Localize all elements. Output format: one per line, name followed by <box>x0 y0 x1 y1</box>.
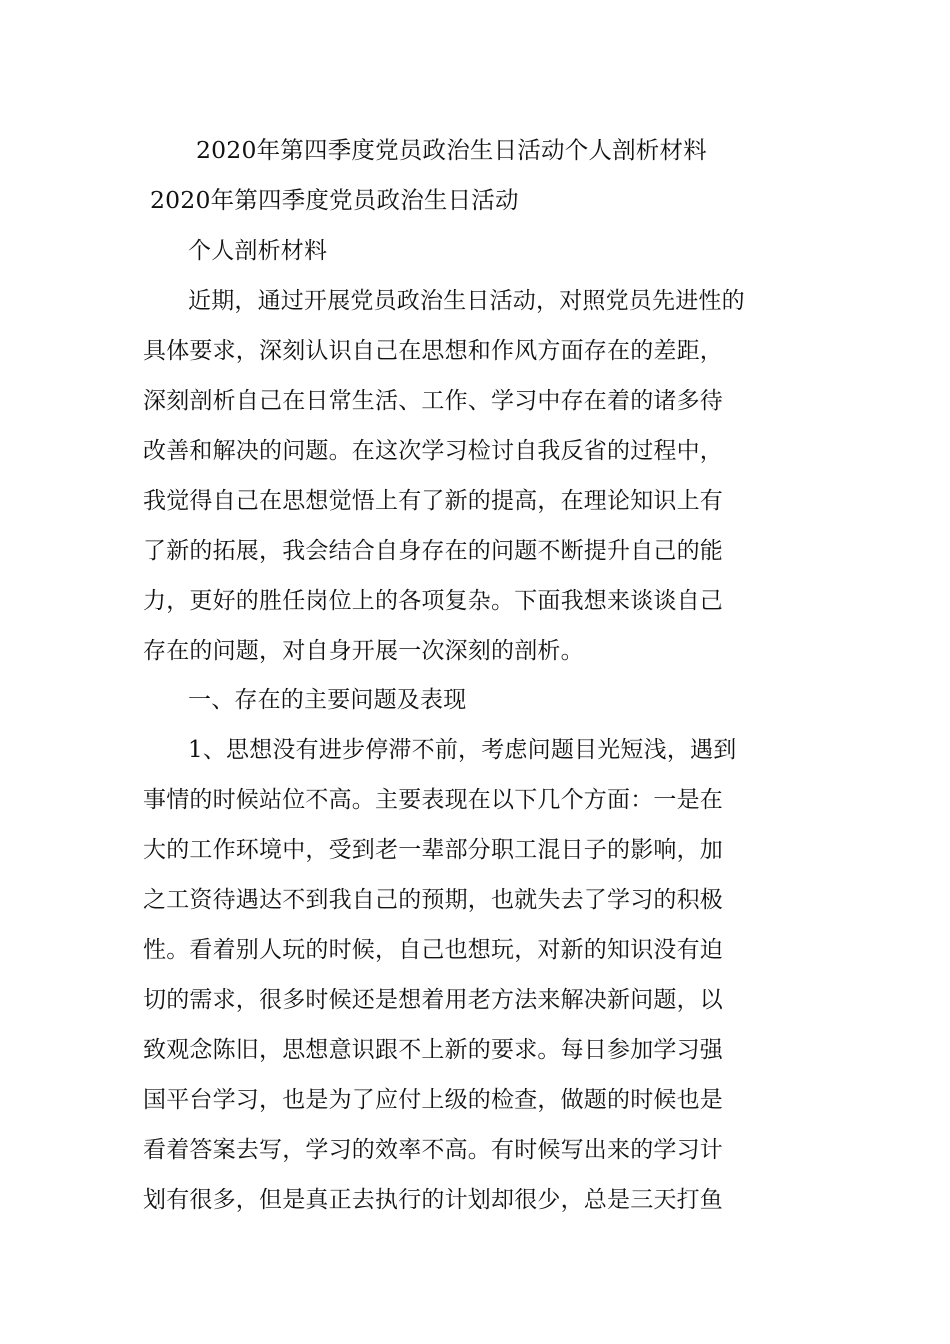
paragraph-line: 国平台学习，也是为了应付上级的检查，做题的时候也是 <box>143 1087 723 1113</box>
paragraph-line: 力，更好的胜任岗位上的各项复杂。下面我想来谈谈自己 <box>143 588 723 614</box>
document-title: 2020年第四季度党员政治生日活动个人剖析材料 <box>196 136 707 164</box>
document-subtitle: 2020年第四季度党员政治生日活动 <box>150 186 519 214</box>
paragraph-line: 致观念陈旧，思想意识跟不上新的要求。每日参加学习强 <box>143 1037 723 1063</box>
section-heading: 一、存在的主要问题及表现 <box>188 687 467 713</box>
paragraph-line: 大的工作环境中，受到老一辈部分职工混日子的影响，加 <box>143 837 723 863</box>
paragraph-line: 近期，通过开展党员政治生日活动，对照党员先进性的 <box>188 288 745 314</box>
paragraph-line: 存在的问题，对自身开展一次深刻的剖析。 <box>143 638 584 664</box>
paragraph-line: 性。看着别人玩的时候，自己也想玩，对新的知识没有迫 <box>143 937 723 963</box>
paragraph-line: 看着答案去写，学习的效率不高。有时候写出来的学习计 <box>143 1137 723 1163</box>
paragraph-line: 1、思想没有进步停滞不前，考虑问题目光短浅，遇到 <box>188 737 737 763</box>
paragraph-line: 改善和解决的问题。在这次学习检讨自我反省的过程中， <box>143 438 723 464</box>
paragraph-line: 划有很多，但是真正去执行的计划却很少，总是三天打鱼 <box>143 1187 723 1213</box>
paragraph-line: 事情的时候站位不高。主要表现在以下几个方面：一是在 <box>143 787 723 813</box>
paragraph-line: 之工资待遇达不到我自己的预期，也就失去了学习的积极 <box>143 887 723 913</box>
paragraph-line: 深刻剖析自己在日常生活、工作、学习中存在着的诸多待 <box>143 388 723 414</box>
paragraph-line: 了新的拓展，我会结合自身存在的问题不断提升自己的能 <box>143 538 723 564</box>
paragraph-line: 切的需求，很多时候还是想着用老方法来解决新问题，以 <box>143 987 723 1013</box>
paragraph-line: 具体要求，深刻认识自己在思想和作风方面存在的差距， <box>143 338 723 364</box>
document-subheading: 个人剖析材料 <box>188 238 328 264</box>
paragraph-line: 我觉得自己在思想觉悟上有了新的提高，在理论知识上有 <box>143 488 723 514</box>
